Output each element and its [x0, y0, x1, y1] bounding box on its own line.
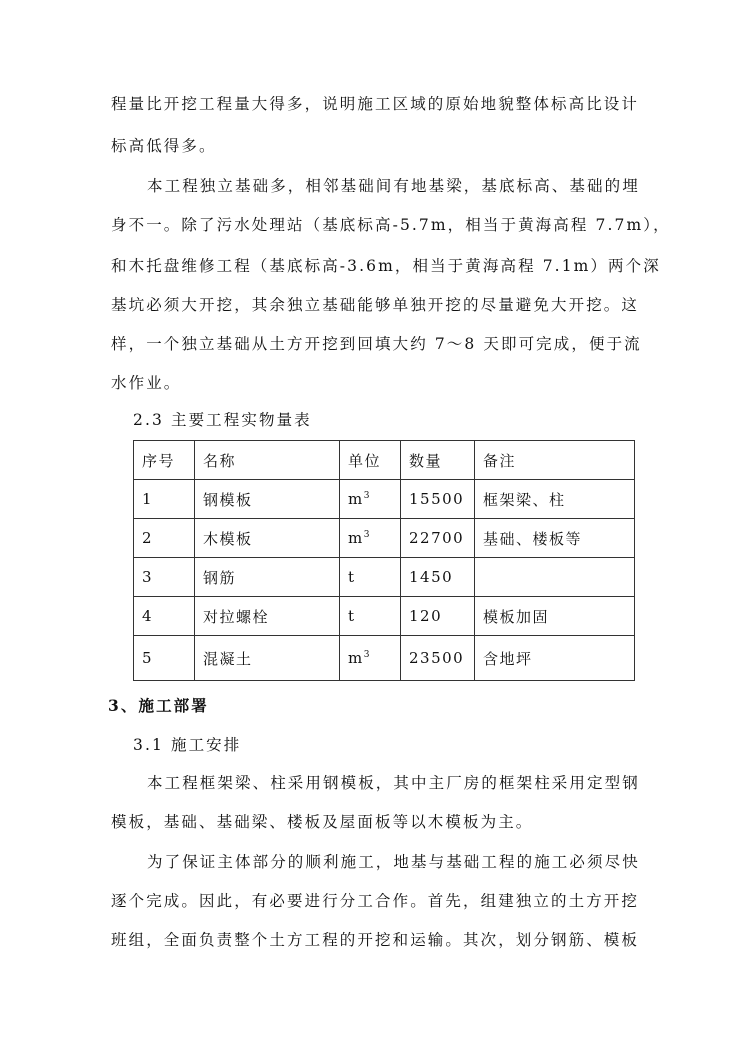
table-row: [134, 597, 635, 636]
cell: 钢筋: [195, 558, 340, 597]
cell: 2: [134, 519, 195, 558]
cell: 木模板: [195, 519, 340, 558]
paragraph-line: 模板，基础、基础梁、楼板及屋面板等以木模板为主。: [111, 813, 534, 831]
paragraph-line: 基坑必须大开挖，其余独立基础能够单独开挖的尽量避免大开挖。这: [111, 296, 640, 314]
subsection-heading: 3.1 施工安排: [133, 736, 242, 754]
paragraph-line: 水作业。: [111, 374, 182, 392]
cell: 4: [134, 597, 195, 636]
cell: 23500: [401, 636, 475, 681]
cell: 3: [134, 558, 195, 597]
unit-sup: 3: [363, 650, 371, 660]
paragraph-line: 样，一个独立基础从土方开挖到回填大约 7～8 天即可完成，便于流: [111, 335, 642, 353]
cell: 含地坪: [475, 636, 635, 681]
unit: m: [348, 490, 364, 508]
cell: t: [340, 558, 401, 597]
cell: 1450: [401, 558, 475, 597]
cell: 对拉螺栓: [195, 597, 340, 636]
cell: [340, 519, 401, 558]
paragraph-line: 为了保证主体部分的顺利施工，地基与基础工程的施工必须尽快: [147, 853, 640, 871]
table-header-row: [134, 441, 635, 480]
cell: 混凝土: [195, 636, 340, 681]
quantity-table: [133, 440, 635, 681]
unit: m: [348, 649, 364, 667]
header-cell: 名称: [195, 441, 340, 480]
paragraph-line: 逐个完成。因此，有必要进行分工合作。首先，组建独立的土方开挖: [111, 892, 640, 910]
cell: 120: [401, 597, 475, 636]
paragraph-line: 班组，全面负责整个土方工程的开挖和运输。其次，划分钢筋、模板: [111, 931, 640, 949]
cell: 模板加固: [475, 597, 635, 636]
cell: 22700: [401, 519, 475, 558]
section-heading: 3、施工部署: [108, 696, 209, 715]
header-cell: 备注: [475, 441, 635, 480]
cell: t: [340, 597, 401, 636]
cell: 框架梁、柱: [475, 480, 635, 519]
table-title: 2.3 主要工程实物量表: [133, 411, 312, 429]
header-cell: 数量: [401, 441, 475, 480]
header-cell: 序号: [134, 441, 195, 480]
paragraph-line: 标高低得多。: [111, 137, 217, 155]
unit-sup: 3: [363, 491, 371, 501]
table-row: [134, 636, 635, 681]
paragraph-line: 本工程独立基础多，相邻基础间有地基梁，基底标高、基础的埋: [147, 177, 640, 195]
cell: 15500: [401, 480, 475, 519]
paragraph-line: 本工程框架梁、柱采用钢模板，其中主厂房的框架柱采用定型钢: [147, 774, 640, 792]
table-row: [134, 558, 635, 597]
table-row: [134, 519, 635, 558]
cell: 5: [134, 636, 195, 681]
cell: 基础、楼板等: [475, 519, 635, 558]
header-cell: 单位: [340, 441, 401, 480]
paragraph-line: 身不一。除了污水处理站（基底标高-5.7m，相当于黄海高程 7.7m），: [111, 216, 671, 234]
cell: 1: [134, 480, 195, 519]
unit-sup: 3: [363, 530, 371, 540]
cell: [475, 558, 635, 597]
unit: m: [348, 529, 364, 547]
cell: 钢模板: [195, 480, 340, 519]
table-row: [134, 480, 635, 519]
paragraph-line: 和木托盘维修工程（基底标高-3.6m，相当于黄海高程 7.1m）两个深: [111, 257, 661, 275]
cell: [340, 480, 401, 519]
cell: [340, 636, 401, 681]
paragraph-line: 程量比开挖工程量大得多，说明施工区域的原始地貌整体标高比设计: [111, 95, 640, 113]
